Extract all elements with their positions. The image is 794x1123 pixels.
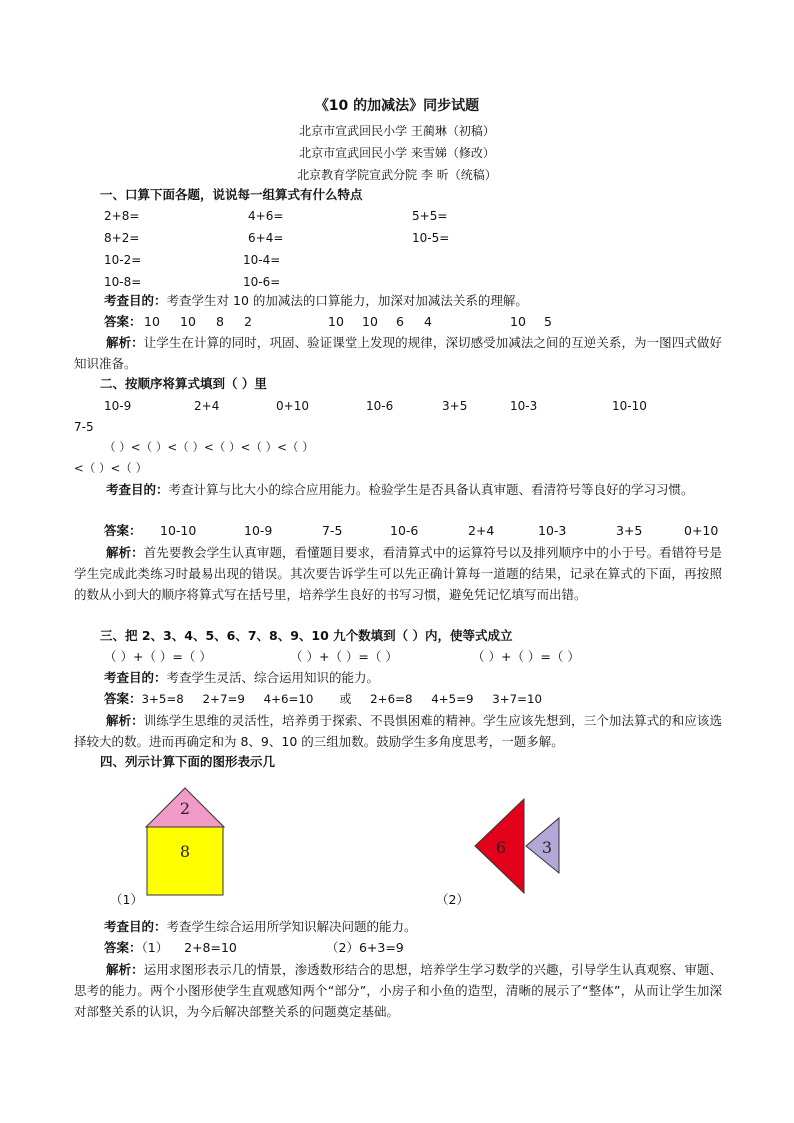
s3-analysis [74, 710, 722, 752]
analysis-label: 解析： [106, 335, 144, 350]
answer-value: 10 [510, 314, 526, 329]
answer-label: 答案： [104, 523, 142, 538]
house-roof-number: 2 [179, 799, 191, 818]
house-body [147, 827, 223, 895]
analysis-text: 首先要教会学生认真审题，看懂题目要求，看清算式中的运算符号以及排列顺序中的小于号。看错符号是学生完成此类练习时最易出现的错误。其次要告诉学生可以先正确计算每一道题的结果，记录在算式的下面，再按照的数从小到大的顺序将算式写在括号里，培养学生良好的书写习惯，避免凭记忆填写而出错。 [74, 545, 722, 602]
fish-body-number: 6 [495, 838, 507, 857]
s1-answer [104, 313, 584, 331]
answer-value: 10 [144, 314, 160, 329]
s1-col1-item: 2+8= [104, 209, 140, 223]
purpose-label: 考查目的： [104, 670, 167, 685]
answer-label: 答案： [104, 691, 142, 706]
s2-blanks-line-1: （ ）<（ ）<（ ）<（ ）<（ ）<（ ） [104, 440, 314, 454]
answer-label: 答案： [104, 940, 142, 955]
analysis-text: 让学生在计算的同时，巩固、验证课堂上发现的规律，深切感受加减法之间的互逆关系，为一图四式做好知识准备。 [74, 335, 722, 371]
purpose-label: 考查目的： [104, 293, 167, 308]
answer-value: 5 [544, 314, 552, 329]
s3-equation: （ ）+（ ）=（ ） [104, 649, 212, 664]
section-4-heading: 四、列示计算下面的图形表示几 [100, 754, 276, 769]
s4-answer [104, 939, 237, 957]
answer-value: （1） 2+8=10 [141, 940, 237, 955]
s2-item: 7-5 [74, 420, 94, 434]
s2-purpose [74, 479, 722, 500]
purpose-text: 考查计算与比大小的综合应用能力。检验学生是否具备认真审题、看清符号等良好的学习习惯。 [168, 482, 694, 497]
s1-col2-item: 4+6= [248, 209, 284, 223]
s3-purpose [104, 669, 379, 687]
answer-value: 10 [328, 314, 344, 329]
s2-item: 10-9 [104, 399, 132, 413]
s1-col1-item: 10-8= [104, 275, 142, 289]
answer-value: 6 [396, 314, 404, 329]
fish-tail-number: 3 [541, 838, 553, 857]
author-line-1: 北京市宣武回民小学 王蔺琳（初稿） [299, 124, 495, 138]
analysis-text: 训练学生思维的灵活性，培养勇于探索、不畏惧困难的精神。学生应该先想到，三个加法算式的和应该选择较大的数。进而再确定和为 8、9、10 的三组加数。鼓励学生多角度思考，一题多解。 [74, 713, 722, 749]
purpose-text: 考查学生综合运用所学知识解决问题的能力。 [166, 919, 417, 934]
s1-analysis [74, 332, 722, 374]
answer-value: 10 [362, 314, 378, 329]
s2-item: 2+4 [194, 399, 220, 413]
answer-value: 3+5=8 2+7=9 4+6=10 或 2+6=8 4+5=9 3+7=10 [141, 692, 543, 706]
s2-item: 10-3 [510, 399, 538, 413]
house-figure [140, 786, 232, 898]
purpose-text: 考查学生灵活、综合运用知识的能力。 [166, 670, 380, 685]
fish-figure [470, 795, 566, 897]
s4-answer-2: （2）6+3=9 [326, 940, 404, 955]
answer-value: 2+4 [468, 523, 495, 538]
s4-analysis [74, 959, 722, 1022]
s2-answer [104, 522, 724, 540]
s3-equation: （ ）+（ ）=（ ） [472, 649, 580, 664]
s2-blanks-line-2: <（ ）<（ ） [74, 461, 148, 475]
document-title: 《10 的加减法》同步试题 [314, 98, 480, 114]
s1-purpose [104, 292, 528, 310]
s1-col1-item: 8+2= [104, 231, 140, 245]
answer-value: 0+10 [684, 523, 719, 538]
house-body-number: 8 [179, 842, 191, 861]
section-2-heading: 二、按顺序将算式填到（ ）里 [100, 376, 267, 391]
answer-value: 2 [244, 314, 252, 329]
figure-2-label: （2） [436, 892, 469, 907]
s2-analysis [74, 542, 722, 605]
s3-answer [104, 690, 542, 708]
s1-col3-item: 5+5= [412, 209, 448, 223]
answer-value: 3+5 [616, 523, 643, 538]
answer-value: 10-9 [244, 523, 273, 538]
section-1-heading: 一、口算下面各题，说说每一组算式有什么特点 [100, 187, 363, 202]
answer-value: 4 [424, 314, 432, 329]
s2-item: 0+10 [276, 399, 309, 413]
analysis-label: 解析： [106, 962, 144, 977]
purpose-label: 考查目的： [104, 919, 167, 934]
s2-item: 3+5 [442, 399, 468, 413]
author-line-3: 北京教育学院宣武分院 李 昕（统稿） [297, 168, 497, 182]
s2-item: 10-6 [366, 399, 394, 413]
s1-col2-item: 10-4= [243, 253, 281, 267]
analysis-text: 运用求图形表示几的情景，渗透数形结合的思想，培养学生学习数学的兴趣，引导学生认真观察、审题、思考的能力。两个小图形使学生直观感知两个“部分”，小房子和小鱼的造型，清晰的展示了“整体”，从而让学生加深对部整关系的认识，为今后解决部整关系的问题奠定基础。 [74, 962, 722, 1019]
answer-value: 7-5 [322, 523, 343, 538]
section-3-heading: 三、把 2、3、4、5、6、7、8、9、10 九个数填到（ ）内，使等式成立 [100, 628, 513, 643]
s1-col3-item: 10-5= [412, 231, 450, 245]
answer-value: 10-3 [538, 523, 567, 538]
answer-value: 10 [180, 314, 196, 329]
s2-item: 10-10 [612, 399, 647, 413]
purpose-text: 考查学生对 10 的加减法的口算能力，加深对加减法关系的理解。 [166, 293, 528, 308]
s1-col2-item: 10-6= [243, 275, 281, 289]
answer-value: 10-6 [390, 523, 419, 538]
author-line-2: 北京市宣武回民小学 来雪娣（修改） [299, 146, 495, 160]
answer-value: 10-10 [160, 523, 197, 538]
s3-equation: （ ）+（ ）=（ ） [290, 649, 398, 664]
s1-col1-item: 10-2= [104, 253, 142, 267]
analysis-label: 解析： [106, 713, 144, 728]
s1-col2-item: 6+4= [248, 231, 284, 245]
answer-value: 8 [216, 314, 224, 329]
purpose-label: 考查目的： [106, 482, 169, 497]
s4-purpose [104, 918, 417, 936]
analysis-label: 解析： [106, 545, 144, 560]
figure-1-label: （1） [110, 892, 143, 907]
answer-label: 答案： [104, 314, 142, 329]
